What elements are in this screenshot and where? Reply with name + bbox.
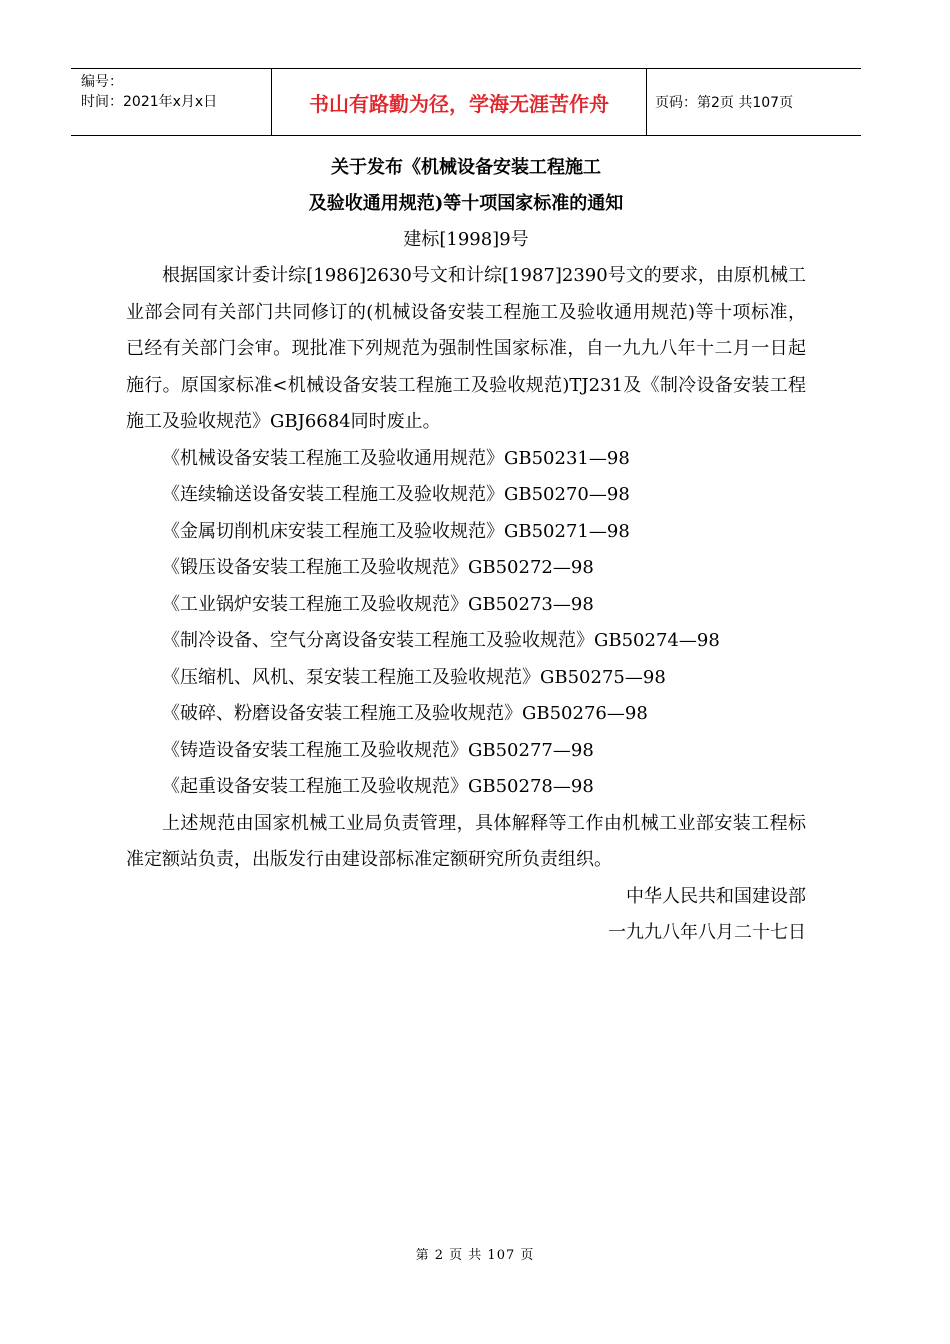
time-label: 时间：2021年x月x日 bbox=[81, 94, 218, 110]
title-line-2: 及验收通用规范)等十项国家标准的通知 bbox=[308, 193, 624, 214]
standard-item: 《连续输送设备安装工程施工及验收规范》GB50270—98 bbox=[162, 484, 630, 505]
standard-item: 《破碎、粉磨设备安装工程施工及验收规范》GB50276—98 bbox=[162, 703, 648, 724]
standard-item: 《制冷设备、空气分离设备安装工程施工及验收规范》GB50274—98 bbox=[162, 630, 720, 651]
serial-label: 编号： bbox=[81, 74, 123, 90]
document-body bbox=[126, 150, 806, 952]
closing-paragraph: 上述规范由国家机械工业局负责管理，具体解释等工作由机械工业部安装工程标准定额站负责，出版发行由建设部标准定额研究所负责组织。 bbox=[126, 812, 806, 870]
standard-item: 《金属切削机床安装工程施工及验收规范》GB50271—98 bbox=[162, 520, 630, 542]
header-left-cell bbox=[71, 69, 272, 135]
standard-item: 《压缩机、风机、泵安装工程施工及验收规范》GB50275—98 bbox=[162, 666, 666, 688]
standard-item: 《锻压设备安装工程施工及验收规范》GB50272—98 bbox=[162, 557, 594, 578]
page-info: 页码：第2页 共107页 bbox=[655, 95, 794, 111]
standard-item: 《机械设备安装工程施工及验收通用规范》GB50231—98 bbox=[162, 447, 630, 469]
issuer: 中华人民共和国建设部 bbox=[626, 885, 806, 907]
intro-paragraph: 根据国家计委计综[1986]2630号文和计综[1987]2390号文的要求，由原机械工业部会同有关部门共同修订的(机械设备安装工程施工及验收通用规范)等十项标准，已经有关部门会审。现批准下列规范为强制性国家标准，自一九九八年十二月一日起施行。原国家标准<机械设备安装工程施工及验收规范)TJ231及《制冷设备安装工程施工及验收规范》GBJ6684同时废止。 bbox=[126, 265, 806, 432]
page-footer: 第 2 页 共 107 页 bbox=[415, 1248, 535, 1263]
motto: 书山有路勤为径，学海无涯苦作舟 bbox=[272, 69, 647, 135]
page-header bbox=[71, 68, 861, 136]
standard-item: 《工业锅炉安装工程施工及验收规范》GB50273—98 bbox=[162, 593, 594, 615]
title-line-1: 关于发布《机械设备安装工程施工 bbox=[331, 157, 601, 178]
issue-date: 一九九八年八月二十七日 bbox=[608, 922, 806, 943]
standard-item: 《铸造设备安装工程施工及验收规范》GB50277—98 bbox=[162, 739, 594, 761]
standard-item: 《起重设备安装工程施工及验收规范》GB50278—98 bbox=[162, 776, 594, 797]
document-number: 建标[1998]9号 bbox=[403, 229, 529, 250]
